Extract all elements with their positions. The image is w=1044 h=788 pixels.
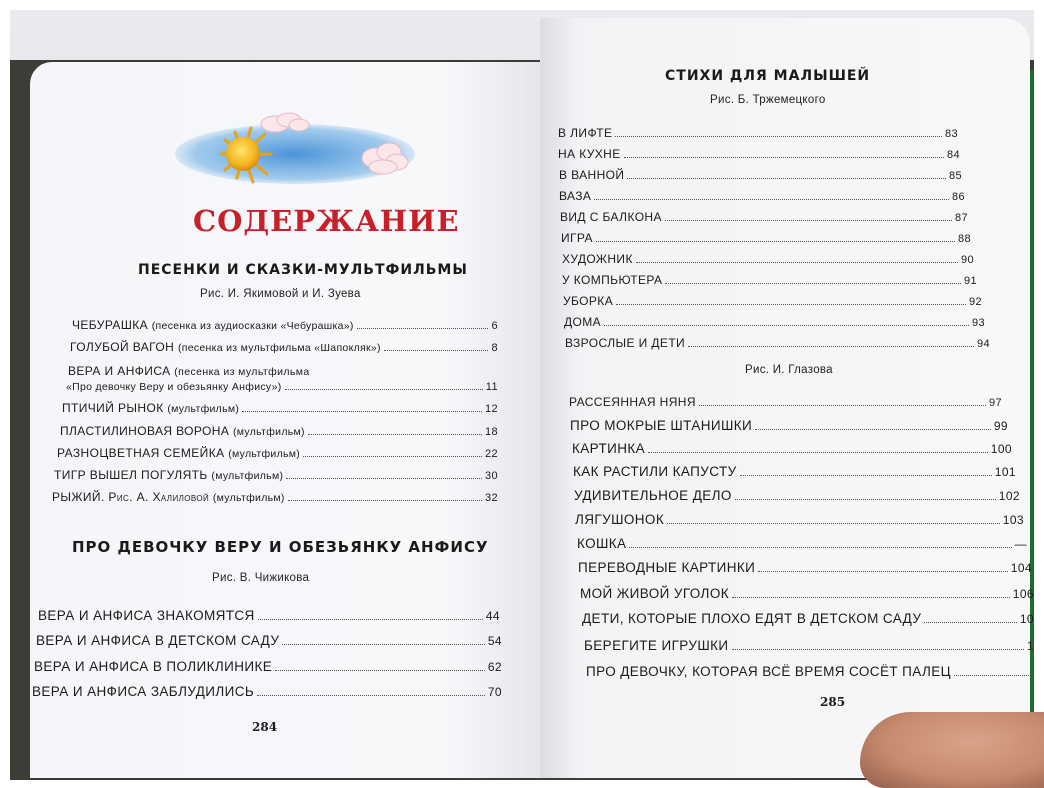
dot-leader [604,325,969,326]
entry-title: ВАЗА [559,189,592,203]
dot-leader [758,571,1008,572]
entry-title: ДОМА [564,315,602,329]
entry-page-number: 100 [990,442,1012,456]
entry-page-number: 101 [994,465,1016,479]
illustrator-credit: Рис. В. Чижикова [212,572,310,584]
entry-title: ДЕТИ, КОТОРЫЕ ПЛОХО ЕДЯТ В ДЕТСКОМ САДУ [582,611,922,626]
entry-page-number: 104 [1010,561,1032,575]
dot-leader [285,389,483,390]
toc-entry[interactable] [584,638,1034,653]
dot-leader [288,500,482,501]
toc-entry[interactable] [34,659,502,674]
dot-leader [627,178,946,179]
dot-leader [924,622,1017,623]
dot-leader [282,644,485,645]
dot-leader [596,241,955,242]
toc-entry[interactable] [573,464,1016,479]
entry-title: НА КУХНЕ [558,147,621,161]
dot-leader [615,136,942,137]
toc-entry[interactable] [558,147,960,161]
dot-leader [357,328,489,329]
entry-page-number: 62 [487,660,502,674]
entry-title: ВЕРА И АНФИСА В ПОЛИКЛИНИКЕ [34,659,273,674]
dot-leader [275,670,485,671]
entry-page-number: 44 [485,609,500,623]
toc-entry[interactable] [38,608,500,623]
entry-page-number: 54 [487,634,502,648]
toc-entry[interactable] [60,424,498,438]
entry-title: МОЙ ЖИВОЙ УГОЛОК [580,586,729,601]
page-number-left: 284 [252,720,278,734]
entry-page-number: 99 [993,419,1008,433]
toc-entry[interactable] [575,512,1024,527]
dot-leader [594,199,949,200]
toc-entry[interactable] [562,273,977,287]
dot-leader [629,547,1011,548]
entry-page-number: 32 [484,492,498,504]
dot-leader [242,411,482,412]
entry-title: КОШКА [577,536,627,551]
toc-entry[interactable] [36,633,502,648]
entry-page-number: 93 [971,317,985,329]
entry-page-number: 102 [998,489,1020,503]
dot-leader [755,429,991,430]
dot-leader [308,434,482,435]
dot-leader [699,405,986,406]
entry-title: ВЕРА И АНФИСА ЗАБЛУДИЛИСЬ [32,684,255,699]
sun-cloud-illustration [175,112,420,192]
illustrator-credit: Рис. И. Глазова [745,364,833,376]
entry-title: ПТИЧИЙ РЫНОК (мультфильм) [62,401,240,415]
entry-title: ПЕРЕВОДНЫЕ КАРТИНКИ [578,560,756,575]
toc-entry[interactable] [70,340,498,354]
contents-heading: СОДЕРЖАНИЕ [193,204,460,238]
dot-leader [740,475,992,476]
section-title-vera: ПРО ДЕВОЧКУ ВЕРУ И ОБЕЗЬЯНКУ АНФИСУ [72,538,489,556]
entry-title: ВИД С БАЛКОНА [560,210,662,224]
entry-title: ПРО ДЕВОЧКУ, КОТОРАЯ ВСЁ ВРЕМЯ СОСЁТ ПАЛЕЦ [586,664,952,679]
entry-page-number: 83 [944,128,958,140]
toc-entry[interactable] [72,318,498,332]
dot-leader [732,597,1010,598]
entry-title: ВЕРА И АНФИСА (песенка из мультфильма [68,364,310,378]
toc-entry[interactable] [577,536,1027,551]
toc-entry[interactable] [561,231,971,245]
dot-leader [286,478,482,479]
entry-page-number: 70 [487,685,502,699]
entry-page-number: 92 [968,296,982,308]
toc-entry[interactable] [564,315,985,329]
entry-page-number: 94 [976,338,990,350]
entry-page-number: 8 [491,342,498,354]
toc-entry[interactable] [570,418,1008,433]
entry-title: В ЛИФТЕ [558,126,613,140]
section-title-songs: ПЕСЕНКИ И СКАЗКИ-МУЛЬТФИЛЬМЫ [138,262,468,278]
toc-entry[interactable] [32,684,502,699]
entry-title-continued: «Про девочку Веру и обезьянку Анфису») [66,381,282,393]
entry-title: ТИГР ВЫШЕЛ ПОГУЛЯТЬ (мультфильм) [54,468,284,482]
entry-title: ЛЯГУШОНОК [575,512,665,527]
toc-entry[interactable] [562,252,974,266]
toc-entry[interactable] [54,468,498,482]
toc-entry[interactable] [586,664,1034,679]
entry-title: В ВАННОЙ [559,168,625,182]
entry-page-number: 10 [1019,612,1034,626]
toc-entry[interactable] [572,441,1012,456]
toc-entry[interactable] [559,168,962,182]
toc-entry[interactable] [569,395,1002,409]
entry-title: РАЗНОЦВЕТНАЯ СЕМЕЙКА (мультфильм) [57,446,301,460]
entry-page-number: 22 [484,448,498,460]
dot-leader [688,346,974,347]
entry-title: ВЗРОСЛЫЕ И ДЕТИ [565,336,686,350]
entry-title: ПРО МОКРЫЕ ШТАНИШКИ [570,418,753,433]
toc-entry[interactable] [563,294,982,308]
entry-title: ГОЛУБОЙ ВАГОН (песенка из мультфильма «Шапокляк») [70,340,381,354]
entry-title: ХУДОЖНИК [562,252,633,266]
entry-page-number: 86 [951,191,965,203]
toc-entry[interactable] [565,336,990,350]
entry-page-number: 103 [1002,513,1024,527]
entry-page-number: 88 [957,233,971,245]
dot-leader [257,695,485,696]
dot-leader [954,675,1031,676]
entry-title: КАК РАСТИЛИ КАПУСТУ [573,464,737,479]
entry-page-number: 91 [963,275,977,287]
entry-title: У КОМПЬЮТЕРА [562,273,663,287]
toc-entry[interactable] [52,490,498,504]
toc-entry[interactable] [580,586,1034,601]
entry-title: РЫЖИЙ. Рис. А. Халиловой (мультфильм) [52,490,285,504]
dot-leader [665,220,952,221]
entry-title: УБОРКА [563,294,614,308]
entry-title: ПЛАСТИЛИНОВАЯ ВОРОНА (мультфильм) [60,424,305,438]
dot-leader [636,262,958,263]
entry-page-number: 18 [484,426,498,438]
toc-entry[interactable] [66,379,498,393]
entry-page-number: 85 [948,170,962,182]
dot-leader [648,452,988,453]
entry-title: КАРТИНКА [572,441,646,456]
dot-leader [624,157,944,158]
hand [860,712,1044,788]
toc-entry[interactable] [558,126,958,140]
entry-title: РАССЕЯННАЯ НЯНЯ [569,395,696,409]
entry-page-number: 90 [960,254,974,266]
illustrator-credit: Рис. И. Якимовой и И. Зуева [200,288,361,300]
section-title-poems: СТИХИ ДЛЯ МАЛЫШЕЙ [665,68,871,84]
illustrator-credit: Рис. Б. Тржемецкого [710,94,826,106]
toc-entry[interactable] [582,611,1034,626]
entry-page-number: — [1014,537,1027,551]
toc-entry[interactable] [578,560,1032,575]
dot-leader [303,456,482,457]
entry-title: БЕРЕГИТЕ ИГРУШКИ [584,638,729,653]
dot-leader [667,523,1000,524]
entry-page-number: 106 [1012,587,1034,601]
toc-entry[interactable] [57,446,498,460]
dot-leader [258,619,483,620]
toc-entry[interactable] [559,189,965,203]
dot-leader [732,649,1024,650]
entry-title: ЧЕБУРАШКА (песенка из аудиосказки «Чебурашка») [72,318,354,332]
dot-leader [735,499,996,500]
entry-page-number: 1 [1026,639,1034,653]
dot-leader [384,350,489,351]
toc-entry[interactable] [62,401,498,415]
entry-page-number: 87 [954,212,968,224]
toc-entry[interactable] [560,210,968,224]
entry-page-number: 30 [484,470,498,482]
dot-leader [665,283,961,284]
entry-page-number: 97 [988,397,1002,409]
toc-entry[interactable] [574,488,1020,503]
entry-title: ВЕРА И АНФИСА ЗНАКОМЯТСЯ [38,608,255,623]
entry-page-number: 6 [491,320,498,332]
entry-title: ВЕРА И АНФИСА В ДЕТСКОМ САДУ [36,633,280,648]
entry-page-number: 12 [484,403,498,415]
entry-page-number: 11 [485,381,498,393]
page-number-right: 285 [820,695,846,709]
entry-title: ИГРА [561,231,593,245]
entry-page-number: 84 [946,149,960,161]
entry-title: УДИВИТЕЛЬНОЕ ДЕЛО [574,488,732,503]
dot-leader [616,304,966,305]
